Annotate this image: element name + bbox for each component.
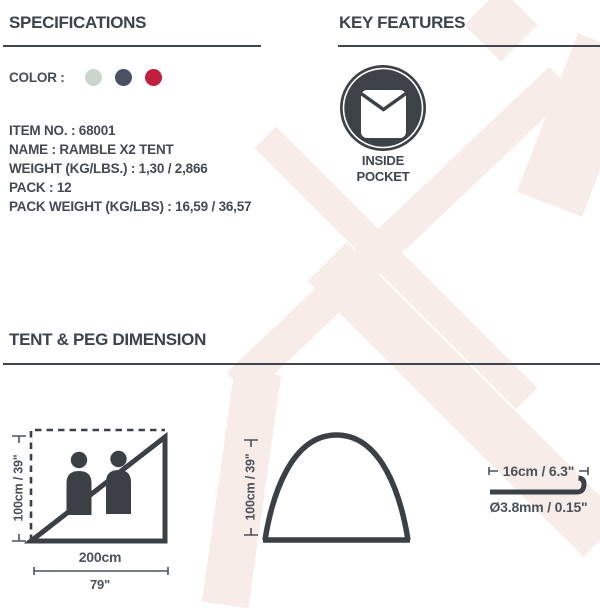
color-swatch-sage bbox=[85, 69, 102, 86]
inside-pocket-label-line2: POCKET bbox=[356, 168, 410, 184]
tent-profile-triangle bbox=[31, 437, 165, 541]
inside-pocket-label bbox=[323, 153, 443, 184]
peg-diagram bbox=[465, 455, 600, 525]
front-height-label: 100cm / 39" bbox=[243, 453, 258, 521]
inside-pocket-icon bbox=[340, 65, 426, 156]
key-features-title: KEY FEATURES bbox=[339, 13, 466, 32]
peg-shape bbox=[490, 478, 584, 492]
color-swatch-red bbox=[145, 69, 162, 86]
side-width-in-label: 79" bbox=[89, 577, 111, 592]
specifications-title: SPECIFICATIONS bbox=[9, 13, 147, 32]
tent-side-view-diagram bbox=[0, 420, 200, 600]
peg-length-label: 16cm / 6.3" bbox=[502, 463, 575, 479]
spec-list bbox=[9, 121, 251, 216]
spec-item-pack-weight: PACK WEIGHT (KG/LBS) : 16,59 / 36,57 bbox=[9, 199, 252, 214]
peg-diameter-label: Ø3.8mm / 0.15" bbox=[489, 499, 588, 515]
color-swatch-navy bbox=[115, 69, 132, 86]
specifications-rule bbox=[3, 45, 261, 47]
width-dimension-line bbox=[34, 567, 168, 575]
spec-item-number: ITEM NO. : 68001 bbox=[9, 123, 116, 138]
inside-pocket-label-line1: INSIDE bbox=[361, 153, 405, 168]
side-height-label: 100cm / 39" bbox=[11, 454, 26, 522]
spec-item-weight: WEIGHT (KG/LBS.) : 1,30 / 2,866 bbox=[9, 161, 208, 176]
spec-item-pack: PACK : 12 bbox=[9, 180, 72, 195]
tent-front-view-diagram bbox=[230, 420, 430, 600]
spec-item-name: NAME : RAMBLE X2 TENT bbox=[9, 142, 174, 157]
tent-dome-outline bbox=[265, 435, 408, 540]
side-width-cm-label: 200cm bbox=[78, 549, 122, 565]
color-label: COLOR : bbox=[9, 70, 65, 85]
dimension-title: TENT & PEG DIMENSION bbox=[9, 330, 207, 349]
dimension-rule bbox=[3, 363, 600, 365]
key-features-rule bbox=[338, 45, 600, 47]
